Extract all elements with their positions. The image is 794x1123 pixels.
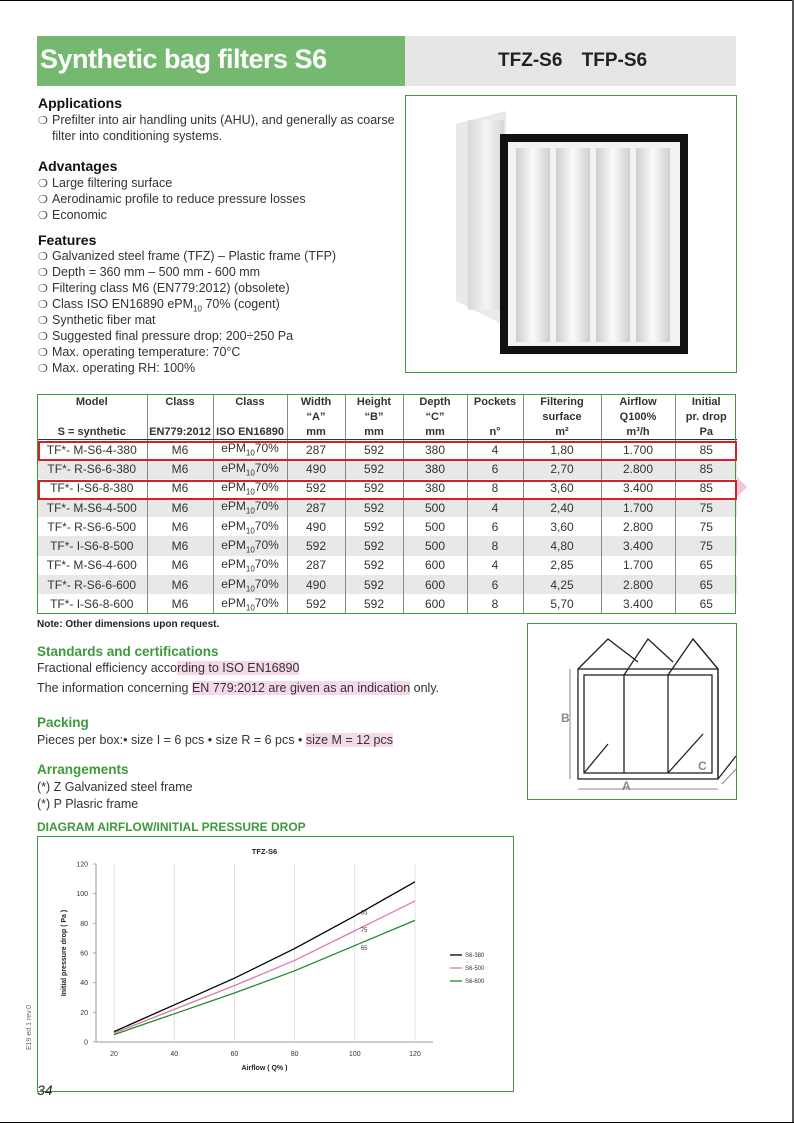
column-header: Width xyxy=(287,394,345,409)
table-cell: TF*- M-S6-4-380 xyxy=(46,442,137,457)
bag-filter-image xyxy=(406,96,736,372)
column-header: Airflow xyxy=(601,394,675,409)
page-number: 34 xyxy=(37,1082,53,1098)
table-cell: M6 xyxy=(147,594,213,613)
table-cell: 4,80 xyxy=(523,536,601,555)
table-cell: 75 xyxy=(675,536,737,555)
iso-class-cell: ePM$_{10}$70% xyxy=(213,440,287,460)
table-cell: 6 xyxy=(467,517,523,536)
legend-label: S6-380 xyxy=(465,953,485,959)
legend-label: S6-600 xyxy=(465,979,485,985)
table-cell: TF*- M-S6-4-500 xyxy=(37,498,147,517)
arrangement-item: (*) Z Galvanized steel frame xyxy=(37,780,193,794)
unit-cell: mm xyxy=(287,424,345,440)
unit-cell: ISO EN16890 xyxy=(213,424,287,440)
unit-cell: mm xyxy=(403,424,467,440)
table-cell: 1.700 xyxy=(601,498,675,517)
advantages-item: ❍ Economic xyxy=(38,208,107,222)
table-cell: 1,80 xyxy=(523,440,601,460)
table-cell: 2,85 xyxy=(523,556,601,575)
table-row xyxy=(37,517,737,536)
table-cell: 4,25 xyxy=(523,575,601,594)
series-line-s6-500 xyxy=(114,901,415,1033)
table-cell: 592 xyxy=(287,536,345,555)
column-header-sub: “A” xyxy=(287,409,345,424)
column-header-sub: pr. drop xyxy=(675,409,737,424)
table-cell: 75 xyxy=(675,517,737,536)
table-cell: TF*- R-S6-6-380 xyxy=(37,459,147,478)
table-cell: 490 xyxy=(287,517,345,536)
spec-table xyxy=(37,394,737,614)
table-cell: 287 xyxy=(287,556,345,575)
y-axis-label: Initial pressure drop ( Pa ) xyxy=(61,909,68,997)
table-cell: 3,60 xyxy=(523,479,601,498)
legend-label: S6-500 xyxy=(465,966,485,972)
table-cell: 490 xyxy=(287,459,345,478)
column-header: Filtering xyxy=(523,394,601,409)
table-header-row-2 xyxy=(37,409,737,424)
table-cell: 600 xyxy=(403,575,467,594)
features-item: ❍ Depth = 360 mm – 500 mm - 600 mm xyxy=(38,265,261,279)
x-tick-label: 60 xyxy=(230,1051,239,1058)
product-photo xyxy=(405,95,737,373)
arrangements-heading: Arrangements xyxy=(37,762,129,777)
column-header-sub: “B” xyxy=(345,409,403,424)
column-header: Initial xyxy=(675,394,737,409)
features-item: ❍ Galvanized steel frame (TFZ) – Plastic frame (TFP) xyxy=(38,249,337,263)
table-cell: 8 xyxy=(467,536,523,555)
column-header: Model xyxy=(75,395,108,408)
table-row xyxy=(37,594,737,613)
table-cell: M6 xyxy=(147,536,213,555)
page-border-top xyxy=(0,0,794,1)
x-tick-label: 80 xyxy=(290,1051,299,1058)
table-cell: 500 xyxy=(403,536,467,555)
table-cell: 600 xyxy=(403,594,467,613)
table-cell: 592 xyxy=(345,556,403,575)
table-units-row xyxy=(37,424,737,440)
table-cell: 592 xyxy=(287,479,345,498)
dim-label-c: C xyxy=(698,759,707,773)
table-cell: 1.700 xyxy=(601,556,675,575)
column-header-sub xyxy=(147,409,213,424)
column-header-sub xyxy=(467,409,523,424)
iso-class-cell: ePM$_{10}$70% xyxy=(213,594,287,613)
table-cell: 592 xyxy=(287,594,345,613)
table-cell: 287 xyxy=(287,498,345,517)
column-header: Class xyxy=(213,394,287,409)
features-item: ❍ Class ISO EN16890 ePM$_{10}$ 70% (cogent) xyxy=(38,297,280,314)
table-cell: 2,70 xyxy=(523,459,601,478)
column-header: Pockets xyxy=(467,394,523,409)
series-line-s6-600 xyxy=(114,920,415,1034)
product-codes: TFZ-S6 TFP-S6 xyxy=(498,50,648,71)
iso-class-cell: ePM$_{10}$70% xyxy=(213,536,287,555)
table-cell: 592 xyxy=(345,498,403,517)
advantages-item: ❍ Large filtering surface xyxy=(38,176,173,190)
features-item: ❍ Max. operating temperature: 70°C xyxy=(38,345,241,359)
table-cell: M6 xyxy=(147,479,213,498)
table-cell: 592 xyxy=(345,479,403,498)
y-tick-label: 40 xyxy=(80,980,88,988)
unit-cell: S = synthetic xyxy=(37,424,147,440)
table-cell: 490 xyxy=(287,575,345,594)
x-tick-label: 40 xyxy=(170,1051,179,1058)
advantages-item: ❍ Aerodinamic profile to reduce pressure losses xyxy=(38,192,306,206)
table-row xyxy=(37,575,737,594)
unit-cell: EN779:2012 xyxy=(147,424,213,440)
value-annotation: 65 xyxy=(360,946,368,953)
x-tick-label: 120 xyxy=(409,1051,421,1058)
table-cell: 592 xyxy=(345,536,403,555)
dimension-diagram xyxy=(527,623,737,800)
column-header-sub: surface xyxy=(523,409,601,424)
table-cell: 287 xyxy=(287,440,345,460)
table-cell: M6 xyxy=(147,517,213,536)
column-header-sub xyxy=(37,409,147,424)
advantages-heading: Advantages xyxy=(38,158,118,174)
table-cell: 3.400 xyxy=(601,536,675,555)
packing-heading: Packing xyxy=(37,715,89,730)
column-header: Depth xyxy=(403,394,467,409)
y-tick-label: 120 xyxy=(76,861,88,869)
y-tick-label: 80 xyxy=(80,920,88,928)
table-cell: 2.800 xyxy=(601,459,675,478)
table-cell: 592 xyxy=(345,440,403,460)
table-cell: 65 xyxy=(675,594,737,613)
unit-cell: m² xyxy=(523,424,601,440)
standards-line-1: Fractional efficiency according to ISO EN16890 xyxy=(37,661,300,675)
table-header-row xyxy=(37,394,737,409)
iso-class-cell: ePM$_{10}$70% xyxy=(213,556,287,575)
table-cell: 2.800 xyxy=(601,575,675,594)
table-cell: 75 xyxy=(675,498,737,517)
features-heading: Features xyxy=(38,232,97,248)
table-cell: 6 xyxy=(467,459,523,478)
column-header-sub xyxy=(213,409,287,424)
table-cell: 600 xyxy=(403,556,467,575)
column-header-sub: Q100% xyxy=(601,409,675,424)
table-cell: 85 xyxy=(675,459,737,478)
iso-class-cell: ePM$_{10}$70% xyxy=(213,459,287,478)
table-cell: TF*- M-S6-4-600 xyxy=(46,558,137,573)
series-line-s6-380 xyxy=(114,882,415,1032)
chart-container xyxy=(37,836,514,1092)
page-title: Synthetic bag filters S6 xyxy=(40,44,327,74)
x-tick-label: 100 xyxy=(348,1051,361,1058)
table-cell: 8 xyxy=(467,479,523,498)
column-header: Height xyxy=(345,394,403,409)
y-tick-label: 0 xyxy=(84,1039,88,1047)
features-item: ❍ Max. operating RH: 100% xyxy=(38,361,196,375)
applications-item: ❍ Prefilter into air handling units (AHU), and generally as coarse xyxy=(38,113,395,127)
table-cell: 380 xyxy=(403,479,467,498)
pressure-drop-chart xyxy=(38,837,513,1091)
table-row xyxy=(37,556,737,575)
table-cell: 4 xyxy=(467,440,523,460)
chart-title: TFZ-S6 xyxy=(251,847,278,856)
packing-text: Pieces per box:• size I = 6 pcs • size R = 6 pcs • size M = 12 pcs xyxy=(37,733,394,747)
unit-cell: n° xyxy=(467,424,523,440)
title-bar xyxy=(37,36,405,86)
column-header: Class xyxy=(147,394,213,409)
table-cell: TF*- I-S6-8-380 xyxy=(50,481,134,496)
arrangement-item: (*) P Plasric frame xyxy=(37,797,139,811)
table-cell: 5,70 xyxy=(523,594,601,613)
table-row xyxy=(37,498,737,517)
table-cell: 592 xyxy=(345,459,403,478)
table-cell: 380 xyxy=(403,459,467,478)
unit-cell: Pa xyxy=(675,424,737,440)
dim-label-a: A xyxy=(622,779,631,793)
dimension-drawing xyxy=(528,624,736,799)
table-cell: 2,40 xyxy=(523,498,601,517)
table-cell: 65 xyxy=(675,556,737,575)
applications-item: filter into conditioning systems. xyxy=(52,129,223,143)
table-cell: 592 xyxy=(345,594,403,613)
title-codes-bar xyxy=(405,36,736,86)
table-cell: 3.400 xyxy=(601,594,675,613)
table-cell: 4 xyxy=(467,498,523,517)
x-axis-label: Airflow ( Q% ) xyxy=(241,1065,288,1072)
table-cell: 380 xyxy=(403,440,467,460)
table-cell: 4 xyxy=(467,556,523,575)
table-cell: 85 xyxy=(675,440,737,460)
table-cell: 592 xyxy=(345,517,403,536)
iso-class-cell: ePM$_{10}$70% xyxy=(213,498,287,517)
table-cell: 3,60 xyxy=(523,517,601,536)
pink-marker xyxy=(737,477,747,497)
table-cell: M6 xyxy=(147,459,213,478)
table-cell: 3.400 xyxy=(601,479,675,498)
table-cell: M6 xyxy=(147,556,213,575)
dim-label-b: B xyxy=(561,711,570,725)
document-code: E19 ed.1 rev.0 xyxy=(26,1004,33,1050)
note-text: Note: Other dimensions upon request. xyxy=(37,619,220,630)
table-cell: M6 xyxy=(147,575,213,594)
features-item: ❍ Synthetic fiber mat xyxy=(38,313,156,327)
column-header-sub: “C” xyxy=(403,409,467,424)
table-cell: M6 xyxy=(147,440,213,460)
y-tick-label: 60 xyxy=(80,950,88,958)
iso-class-cell: ePM$_{10}$70% xyxy=(213,575,287,594)
table-cell: 85 xyxy=(675,479,737,498)
highlight-row-3 xyxy=(38,480,737,500)
value-annotation: 85 xyxy=(360,910,368,917)
features-item: ❍ Suggested final pressure drop: 200÷250 Pa xyxy=(38,329,294,343)
highlight-row-1 xyxy=(38,441,737,461)
table-cell: 6 xyxy=(467,575,523,594)
table-cell: TF*- R-S6-6-600 xyxy=(37,575,147,594)
table-cell: 2.800 xyxy=(601,517,675,536)
table-cell: 1.700 xyxy=(601,440,675,460)
table-cell: 8 xyxy=(467,594,523,613)
iso-class-cell: ePM$_{10}$70% xyxy=(213,479,287,498)
value-annotation: 75 xyxy=(360,928,368,935)
standards-heading: Standards and certifications xyxy=(37,644,219,659)
table-cell: TF*- I-S6-8-600 xyxy=(50,597,134,612)
features-item: ❍ Filtering class M6 (EN779:2012) (obsolete) xyxy=(38,281,290,295)
unit-cell: m³/h xyxy=(601,424,675,440)
table-row xyxy=(37,536,737,555)
iso-class-cell: ePM$_{10}$70% xyxy=(213,517,287,536)
table-row xyxy=(37,459,737,478)
unit-cell: mm xyxy=(345,424,403,440)
table-cell: TF*- R-S6-6-500 xyxy=(47,519,137,534)
applications-heading: Applications xyxy=(38,95,123,111)
y-tick-label: 20 xyxy=(80,1009,88,1017)
y-tick-label: 100 xyxy=(76,891,88,899)
table-cell: 592 xyxy=(345,575,403,594)
chart-heading: DIAGRAM AIRFLOW/INITIAL PRESSURE DROP xyxy=(37,820,306,834)
standards-line-2: The information concerning EN 779:2012 are given as an indication only. xyxy=(37,681,440,695)
table-cell: M6 xyxy=(147,498,213,517)
x-tick-label: 20 xyxy=(110,1051,118,1058)
table-cell: 65 xyxy=(675,575,737,594)
table-cell: 500 xyxy=(403,517,467,536)
table-cell: TF*- I-S6-8-500 xyxy=(37,536,147,555)
table-cell: 500 xyxy=(403,498,467,517)
